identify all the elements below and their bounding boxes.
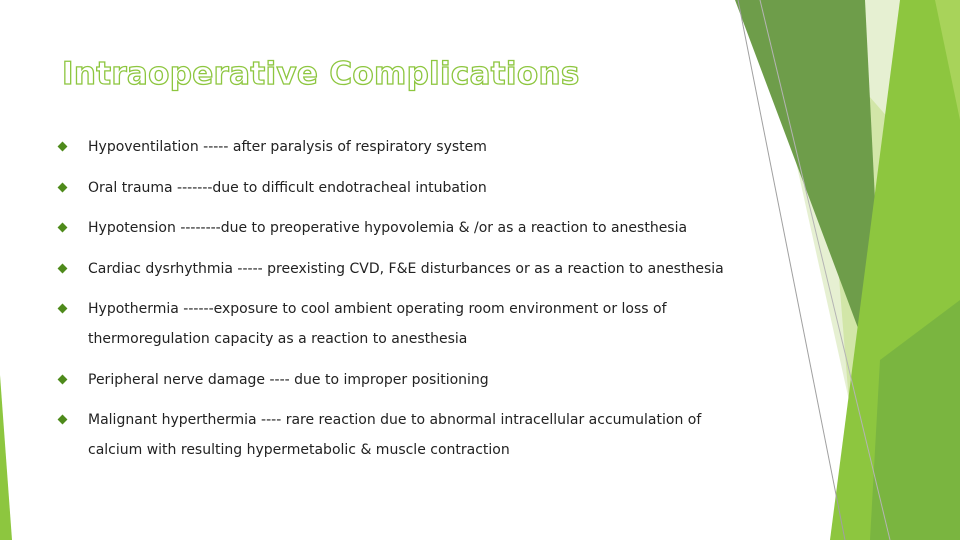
list-item <box>56 173 736 203</box>
bullet-text: Oral trauma -------due to difficult endotracheal intubation <box>88 179 487 196</box>
list-item <box>56 365 736 395</box>
list-item <box>56 294 736 354</box>
list-item <box>56 132 736 162</box>
list-item <box>56 254 736 284</box>
diamond-bullet-icon <box>58 182 68 192</box>
diamond-bullet-icon <box>58 223 68 233</box>
diamond-bullet-icon <box>58 142 68 152</box>
diamond-bullet-icon <box>58 263 68 273</box>
bullet-text: Hypotension --------due to preoperative hypovolemia & /or as a reaction to anesthesia <box>88 220 688 236</box>
left-green-strip <box>0 375 12 540</box>
bullet-list <box>56 132 736 476</box>
diamond-bullet-icon <box>58 304 68 314</box>
list-item <box>56 405 736 465</box>
bullet-text: Cardiac dysrhythmia ----- preexisting CVD, F&E disturbances or as a reaction to anesthesia <box>88 260 724 277</box>
bullet-text: Hypothermia ------exposure to cool ambient operating room environment or loss of thermoregulation capacity as a reaction to anesthesia <box>88 301 667 347</box>
bullet-text: Hypoventilation ----- after paralysis of respiratory system <box>88 139 487 155</box>
bullet-text: Malignant hyperthermia ---- rare reaction due to abnormal intracellular accumulation of calcium with resulting hypermetabolic & muscle contraction <box>88 412 702 458</box>
slide-title: Intraoperative Complications <box>62 56 580 92</box>
list-item <box>56 213 736 243</box>
bullet-text: Peripheral nerve damage ---- due to improper positioning <box>88 371 489 388</box>
diamond-bullet-icon <box>58 374 68 384</box>
diamond-bullet-icon <box>58 415 68 425</box>
